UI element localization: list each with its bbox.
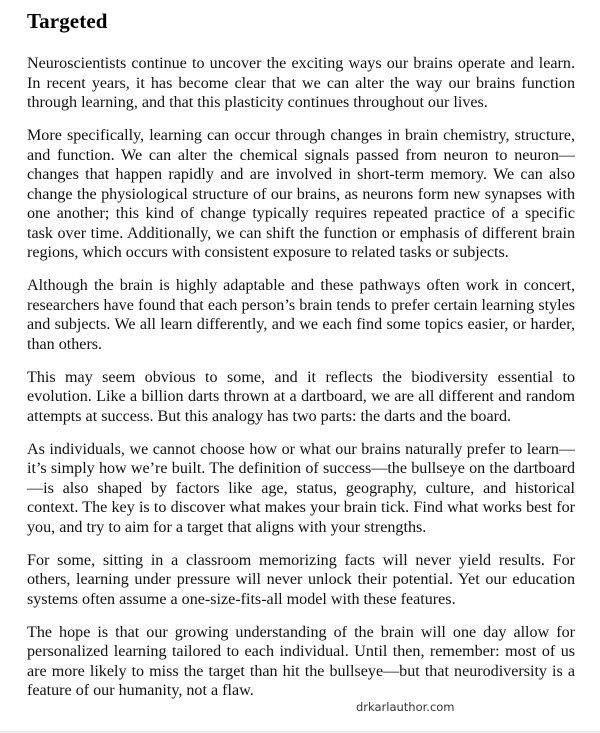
footer-website: drkarlauthor.com — [356, 700, 455, 714]
page-title: Targeted — [27, 9, 108, 33]
paragraph-4: This may seem obvious to some, and it reflects the biodiversity essential to evolution. Like a billion darts thrown at a dartboard, we are all different and random attempts at success. But this analogy has two parts: the darts and the board. — [27, 368, 575, 425]
paragraph-5: As individuals, we cannot choose how or what our brains naturally prefer to learn—it’s simply how we’re built. The definition of success—the bullseye on the dartboard—is also shaped by factors like age, status, geography, culture, and historical context. The key is to discover what makes your brain tick. Find what works best for you, and try to aim for a target that aligns with your strengths. — [27, 440, 575, 536]
article-body — [27, 54, 575, 714]
paragraph-2: More specifically, learning can occur through changes in brain chemistry, structure, and function. We can alter the chemical signals passed from neuron to neuron—changes that happen rapidly and are involved in short-term memory. We can also change the physiological structure of our brains, as neurons form new synapses with one another; this kind of change typically requires repeated practice of a specific task over time. Additionally, we can shift the function or emphasis of different brain regions, which occurs with consistent exposure to related tasks or subjects. — [27, 127, 575, 261]
paragraph-6: For some, sitting in a classroom memorizing facts will never yield results. For others, learning under pressure will never unlock their potential. Yet our education systems often assume a one-size-fits-all model with these features. — [27, 551, 575, 608]
paragraph-7: The hope is that our growing understanding of the brain will one day allow for personalized learning tailored to each individual. Until then, remember: most of us are more likely to miss the target than hit the bullseye—but that neurodiversity is a feature of our humanity, not a flaw. — [27, 623, 575, 699]
paragraph-3: Although the brain is highly adaptable and these pathways often work in concert, researchers have found that each person’s brain tends to prefer certain learning styles and subjects. We all learn differently, and we each find some topics easier, or harder, than others. — [27, 277, 575, 353]
paragraph-1: Neuroscientists continue to uncover the exciting ways our brains operate and learn. In recent years, it has become clear that we can alter the way our brains function through learning, and that this plasticity continues throughout our lives. — [27, 55, 575, 111]
